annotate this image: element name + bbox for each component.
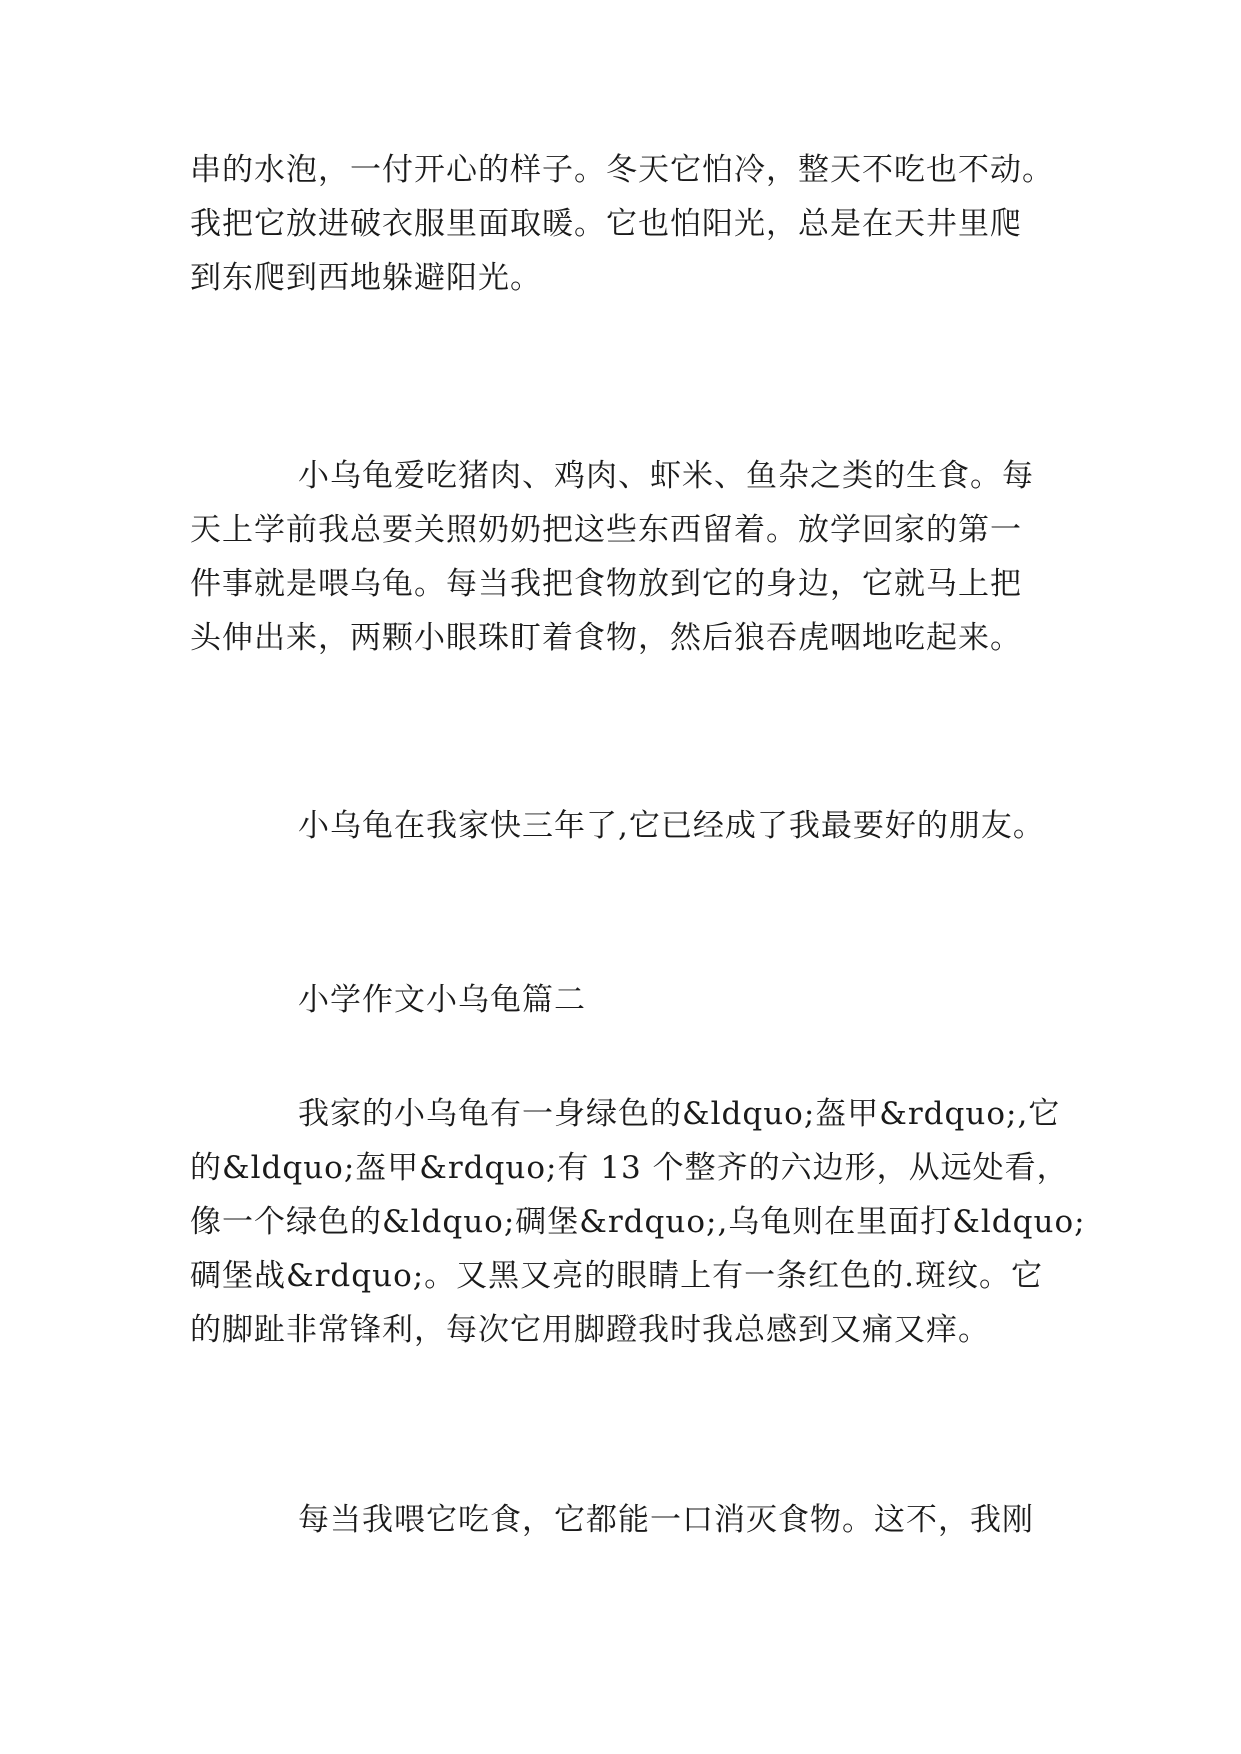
text-line: 件事就是喂乌龟。每当我把食物放到它的身边，它就马上把 <box>190 566 1022 602</box>
text-line: 小乌龟在我家快三年了,它已经成了我最要好的朋友。 <box>298 808 1045 844</box>
text-line: 每当我喂它吃食，它都能一口消灭食物。这不，我刚 <box>298 1502 1034 1538</box>
text-line: 小乌龟爱吃猪肉、鸡肉、虾米、鱼杂之类的生食。每 <box>298 458 1034 494</box>
text-line: 碉堡战&rdquo;。又黑又亮的眼睛上有一条红色的.斑纹。它 <box>190 1258 1044 1294</box>
text-line: 像一个绿色的&ldquo;碉堡&rdquo;,乌龟则在里面打&ldquo; <box>190 1204 1086 1240</box>
text-line: 到东爬到西地躲避阳光。 <box>190 260 542 296</box>
section-heading: 小学作文小乌龟篇二 <box>298 982 586 1018</box>
text-line: 的&ldquo;盔甲&rdquo;有 13 个整齐的六边形，从远处看， <box>190 1150 1069 1186</box>
text-line: 我把它放进破衣服里面取暖。它也怕阳光，总是在天井里爬 <box>190 206 1022 242</box>
text-line: 天上学前我总要关照奶奶把这些东西留着。放学回家的第一 <box>190 512 1022 548</box>
text-line: 的脚趾非常锋利，每次它用脚蹬我时我总感到又痛又痒。 <box>190 1312 990 1348</box>
text-line: 我家的小乌龟有一身绿色的&ldquo;盔甲&rdquo;,它 <box>298 1096 1061 1132</box>
text-line: 头伸出来，两颗小眼珠盯着食物，然后狼吞虎咽地吃起来。 <box>190 620 1022 656</box>
text-line: 串的水泡，一付开心的样子。冬天它怕冷，整天不吃也不动。 <box>190 152 1054 188</box>
